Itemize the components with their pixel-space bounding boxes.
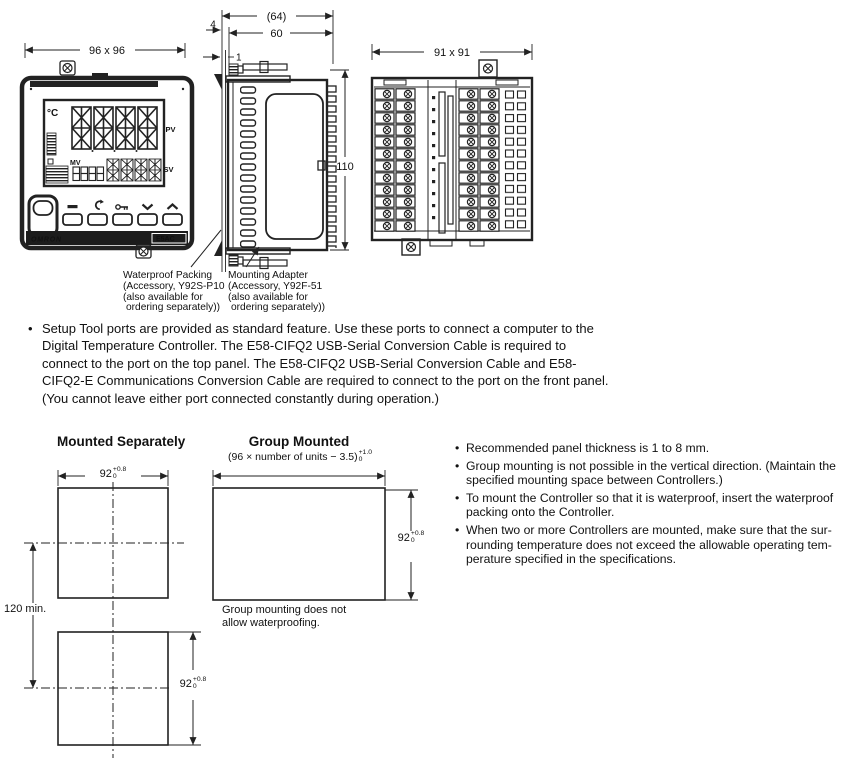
center-slot — [439, 92, 445, 156]
unit-indicator: °C — [47, 108, 59, 119]
front-port-flap — [34, 201, 53, 215]
front-view — [22, 43, 192, 258]
down-arrow-icon — [143, 205, 153, 209]
sv-digits — [107, 159, 161, 181]
shift-button — [113, 214, 132, 225]
side-panel — [266, 94, 323, 239]
side-dim-overall: (64) — [266, 11, 287, 23]
waterproof-leader-line — [191, 230, 221, 267]
annunciator-block — [46, 166, 68, 183]
up-arrow-icon — [168, 205, 178, 209]
bar-indicator — [47, 133, 56, 155]
mv-label: MV — [70, 160, 81, 167]
pv-label: PV — [165, 125, 176, 134]
right-terminal-block — [458, 88, 500, 232]
waterproof-packing-callout: Waterproof Packing (Accessory, Y92S-P10 (also available for ordering separately)) — [123, 270, 225, 314]
mounting-adapter-callout: Mounting Adapter (Accessory, Y92F-51 (also available for ordering separately)) — [228, 270, 325, 314]
center-dots — [432, 92, 436, 224]
group-width-formula: (96 × number of units − 3.5) +1.0 0 — [200, 450, 400, 463]
screw-icon — [63, 64, 72, 73]
group-height-dim: 92 +0.8 0 — [388, 531, 434, 544]
bullet: • — [455, 490, 460, 505]
side-dim-bezel: 4 — [210, 19, 216, 31]
bullet: • — [455, 458, 460, 473]
vent-slots — [240, 85, 258, 250]
mode-icon — [96, 200, 104, 210]
tolerance: +1.0 0 — [358, 449, 372, 463]
sv-label: SV — [163, 165, 174, 174]
front-dim-label: 96 x 96 — [88, 45, 126, 57]
front-top-port-tab — [92, 73, 108, 79]
group-mounted-title: Group Mounted — [248, 434, 350, 449]
setup-tool-note — [28, 320, 668, 407]
mv-digits — [73, 167, 104, 181]
side-clip — [318, 161, 325, 170]
front-port-cover — [29, 196, 57, 236]
tolerance: +0.8 0 — [410, 530, 425, 544]
bezel-wedge-bottom — [214, 240, 222, 256]
mounted-separately-diagram — [24, 470, 201, 758]
up-button — [163, 214, 182, 225]
separate-height-dim: 92 +0.8 0 — [170, 677, 216, 690]
level-icon — [68, 205, 78, 208]
pv-digits — [72, 107, 157, 152]
panel-note: • Recommended panel thickness is 1 to 8 mm. — [455, 441, 710, 455]
right-edge-tabs — [504, 89, 528, 231]
side-view — [191, 10, 354, 272]
down-button — [138, 214, 157, 225]
rear-dim-label: 91 x 91 — [433, 47, 471, 59]
level-button — [63, 214, 82, 225]
status-indicator — [48, 159, 53, 164]
side-dim-body: 60 — [270, 28, 283, 40]
bullet: • — [28, 321, 33, 336]
panel-note: • Group mounting is not possible in the vertical direction. (Maintain the specified mounting space between Controllers.) — [455, 458, 836, 488]
left-terminal-block — [374, 88, 416, 232]
panel-cutout-drawing — [0, 430, 460, 772]
mode-button — [88, 214, 107, 225]
shift-key-icon — [116, 205, 128, 210]
side-dim-gap: 1 — [236, 52, 242, 64]
front-buttons — [63, 200, 182, 226]
panel-notes — [455, 441, 853, 570]
mounted-separately-title: Mounted Separately — [57, 434, 186, 449]
front-top-band — [30, 81, 158, 87]
panel-note: • To mount the Controller so that it is waterproof, insert the waterproof packing onto the Controller. — [455, 490, 834, 520]
group-mounting-note: Group mounting does not allow waterproofing. — [222, 604, 347, 629]
screw-icon — [407, 243, 416, 252]
side-dim-height: 110 — [336, 161, 354, 173]
brand-logo: OMRON — [31, 236, 62, 244]
group-cutout-rect — [213, 488, 385, 600]
setup-tool-note-text: Setup Tool ports are provided as standard feature. Use these ports to connect a computer to the Digital Temperature Controller. The E58-CIFQ2 USB-Serial Conversion Cable is required to connect to the port on the top panel. The E58-CIFQ2 USB-Serial Conversion Cable and E58- CIFQ2-E Communications Conversion Cable are required to connect to the port on the front panel. (You cannot leave either port connected constantly during operation.) — [42, 321, 609, 406]
center-rail — [448, 96, 453, 224]
center-slot — [439, 163, 445, 233]
screw-icon — [484, 64, 493, 73]
rear-view — [372, 44, 532, 255]
bezel-wedge-top — [214, 74, 222, 90]
bullet: • — [455, 441, 460, 455]
bullet: • — [455, 522, 460, 537]
separate-width-dim: 92 +0.8 0 — [85, 467, 141, 480]
tolerance: +0.8 0 — [192, 676, 207, 690]
model-label: E5AC — [156, 236, 175, 243]
spacing-dim-label: 120 min. — [4, 603, 47, 615]
panel-note: • When two or more Controllers are mounted, make sure that the sur- rounding temperature does not exceed the allowable operating tem- perature specified in the specifications. — [455, 522, 832, 567]
tolerance: +0.8 0 — [112, 466, 127, 480]
screw-icon — [139, 247, 148, 256]
